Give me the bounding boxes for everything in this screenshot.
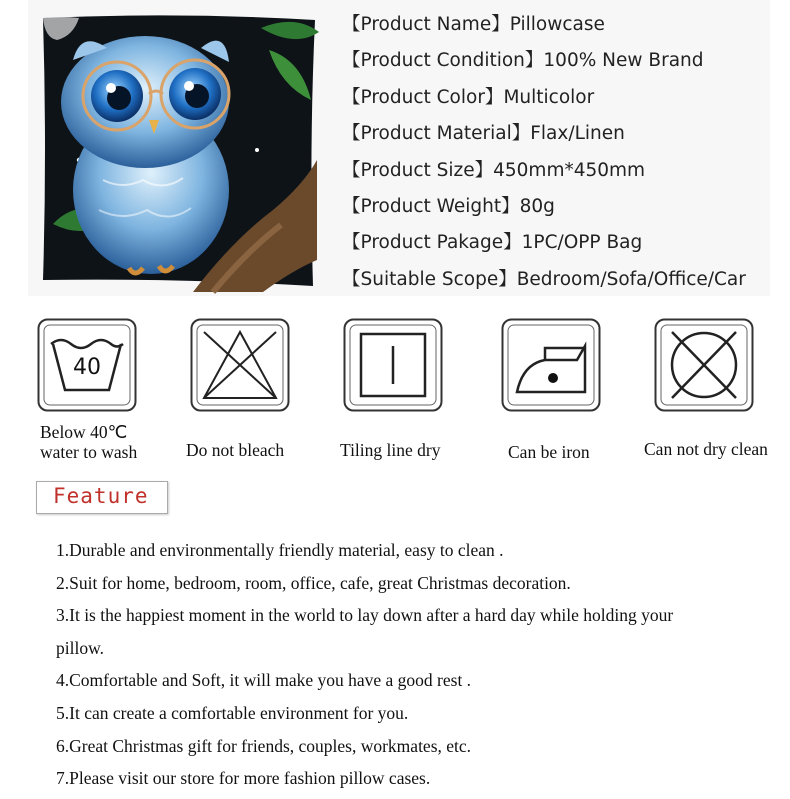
spec-row-condition bbox=[342, 43, 782, 79]
spec-label: 【Product Color】 bbox=[342, 86, 504, 108]
spec-row-package bbox=[342, 225, 782, 261]
feature-line: 3.It is the happiest moment in the world to lay down after a hard day while holding your bbox=[56, 605, 674, 626]
care-label-wash bbox=[40, 422, 137, 462]
feature-heading-box bbox=[36, 481, 168, 514]
care-label-dry: Tiling line dry bbox=[340, 440, 441, 460]
feature-line: 1.Durable and environmentally friendly material, easy to clean . bbox=[56, 540, 504, 560]
spec-label: 【Product Condition】 bbox=[342, 50, 544, 72]
iron-icon bbox=[501, 318, 601, 412]
care-label-bleach: Do not bleach bbox=[186, 440, 285, 460]
spec-value: Multicolor bbox=[503, 86, 595, 108]
feature-line: pillow. bbox=[56, 637, 104, 658]
spec-row-material bbox=[342, 116, 782, 152]
spec-value: Pillowcase bbox=[509, 14, 605, 35]
care-label-iron: Can be iron bbox=[508, 442, 590, 462]
spec-label: 【Product Weight】 bbox=[342, 195, 520, 217]
care-label-wash-line2: water to wash bbox=[40, 442, 138, 462]
feature-line: 6.Great Christmas gift for friends, couples, workmates, etc. bbox=[56, 735, 472, 756]
wash-40-icon bbox=[37, 318, 137, 412]
line-dry-icon bbox=[343, 318, 443, 412]
care-label-dry-clean: Can not dry clean bbox=[644, 439, 768, 459]
spec-value: 80g bbox=[519, 195, 555, 217]
wash-temp-number: 40 bbox=[73, 355, 101, 380]
do-not-bleach-icon bbox=[190, 318, 290, 412]
spec-value: 1PC/OPP Bag bbox=[521, 232, 643, 254]
spec-label: 【Product Name】 bbox=[342, 14, 510, 35]
care-label-wash-line1: Below 40℃ bbox=[40, 422, 128, 442]
spec-row-name bbox=[342, 7, 782, 43]
spec-value: 100% New Brand bbox=[543, 50, 704, 72]
spec-label: 【Suitable Scope】 bbox=[342, 268, 517, 290]
feature-heading: Feature bbox=[53, 484, 149, 508]
spec-row-size bbox=[342, 153, 782, 189]
spec-row-weight bbox=[342, 189, 782, 225]
feature-line: 4.Comfortable and Soft, it will make you have a good rest . bbox=[56, 670, 472, 691]
owl-pillow-illustration bbox=[33, 10, 323, 296]
feature-list bbox=[56, 538, 786, 799]
spec-value: Flax/Linen bbox=[530, 123, 625, 145]
spec-label: 【Product Size】 bbox=[342, 159, 494, 181]
spec-label: 【Product Pakage】 bbox=[342, 232, 522, 254]
spec-label: 【Product Material】 bbox=[342, 123, 531, 145]
feature-line: 7.Please visit our store for more fashion pillow cases. bbox=[56, 768, 431, 789]
feature-line: 5.It can create a comfortable environment for you. bbox=[56, 702, 409, 723]
spec-value: 450mm*450mm bbox=[493, 159, 646, 181]
spec-row-scope bbox=[342, 262, 782, 298]
no-dry-clean-icon bbox=[654, 318, 754, 412]
product-image bbox=[33, 10, 323, 296]
spec-value: Bedroom/Sofa/Office/Car bbox=[516, 268, 746, 290]
spec-row-color bbox=[342, 80, 782, 116]
feature-line: 2.Suit for home, bedroom, room, office, cafe, great Christmas decoration. bbox=[56, 572, 571, 593]
product-specs-list bbox=[342, 7, 782, 298]
